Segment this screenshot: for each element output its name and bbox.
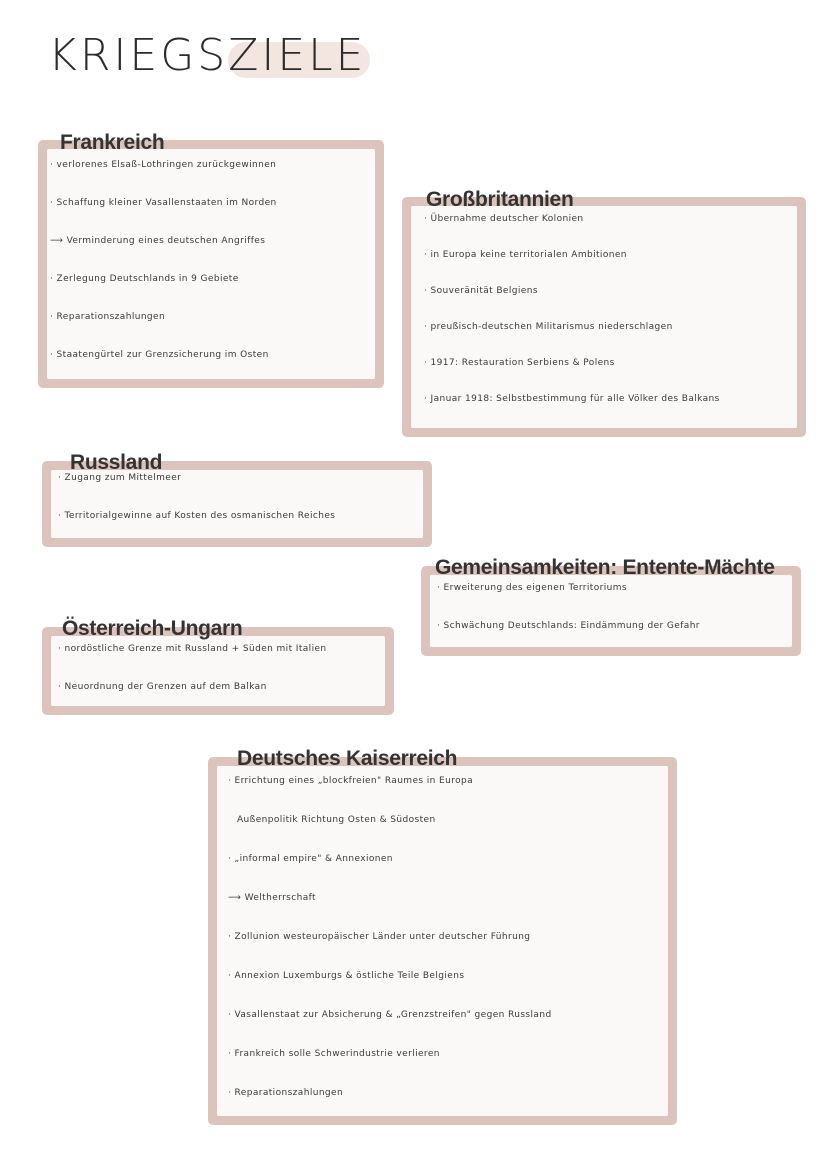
list-item: · in Europa keine territorialen Ambitionen <box>424 250 627 260</box>
list-item: · nordöstliche Grenze mit Russland + Süden mit Italien <box>58 644 327 654</box>
list-item: · verlorenes Elsaß-Lothringen zurückgewinnen <box>50 160 277 170</box>
list-frankreich <box>50 160 378 388</box>
card-russland <box>42 451 432 547</box>
list-oesterreich-ungarn <box>58 644 388 720</box>
list-item: · Souveränität Belgiens <box>424 286 538 296</box>
page-title-block <box>48 30 367 81</box>
list-gemeinsamkeiten <box>437 583 795 659</box>
list-item: · Errichtung eines „blockfreien" Raumes in Europa <box>228 776 474 786</box>
card-frankreich <box>38 131 384 388</box>
list-item: · Annexion Luxemburgs & östliche Teile Belgiens <box>228 971 465 981</box>
list-item: · Staatengürtel zur Grenzsicherung im Osten <box>50 350 269 360</box>
list-item: · „informal empire" & Annexionen <box>228 854 393 864</box>
list-item: · Januar 1918: Selbstbestimmung für alle Völker des Balkans <box>424 394 720 404</box>
list-item: ⟶ Verminderung eines deutschen Angriffes <box>50 236 266 246</box>
heading-gemeinsamkeiten: Gemeinsamkeiten: Entente-Mächte <box>435 556 775 579</box>
card-oesterreich-ungarn <box>42 617 394 715</box>
page-title: KRIEGSZIELE <box>48 30 367 81</box>
list-item: · Zugang zum Mittelmeer <box>58 473 182 483</box>
card-grossbritannien <box>402 188 806 437</box>
list-item: · Frankreich solle Schwerindustrie verlieren <box>228 1049 440 1059</box>
list-item: · Schaffung kleiner Vasallenstaaten im Norden <box>50 198 277 208</box>
heading-deutsches-kaiserreich: Deutsches Kaiserreich <box>237 747 458 770</box>
list-deutsches-kaiserreich <box>228 776 671 1127</box>
list-item: · Reparationszahlungen <box>50 312 166 322</box>
list-item: Außenpolitik Richtung Osten & Südosten <box>237 815 436 825</box>
card-gemeinsamkeiten <box>421 556 801 656</box>
list-item: · Territorialgewinne auf Kosten des osmanischen Reiches <box>58 511 336 521</box>
list-item: · Zerlegung Deutschlands in 9 Gebiete <box>50 274 239 284</box>
heading-frankreich: Frankreich <box>60 131 165 154</box>
list-russland <box>58 473 426 549</box>
list-item: · 1917: Restauration Serbiens & Polens <box>424 358 615 368</box>
heading-grossbritannien: Großbritannien <box>426 188 574 211</box>
list-item: · Übernahme deutscher Kolonien <box>424 214 584 224</box>
list-item: · Reparationszahlungen <box>228 1088 344 1098</box>
list-item: · Schwächung Deutschlands: Eindämmung der Gefahr <box>437 621 700 631</box>
list-item: ⟶ Weltherrschaft <box>228 893 316 903</box>
list-item: · Neuordnung der Grenzen auf dem Balkan <box>58 682 267 692</box>
list-item: · preußisch-deutschen Militarismus niederschlagen <box>424 322 673 332</box>
list-item: · Zollunion westeuropäischer Länder unter deutscher Führung <box>228 932 531 942</box>
list-item: · Erweiterung des eigenen Territoriums <box>437 583 627 593</box>
list-grossbritannien <box>424 214 800 430</box>
heading-oesterreich-ungarn: Österreich-Ungarn <box>62 617 243 640</box>
list-item: · Vasallenstaat zur Absicherung & „Grenzstreifen" gegen Russland <box>228 1010 552 1020</box>
card-deutsches-kaiserreich <box>208 747 677 1125</box>
heading-russland: Russland <box>70 451 163 474</box>
